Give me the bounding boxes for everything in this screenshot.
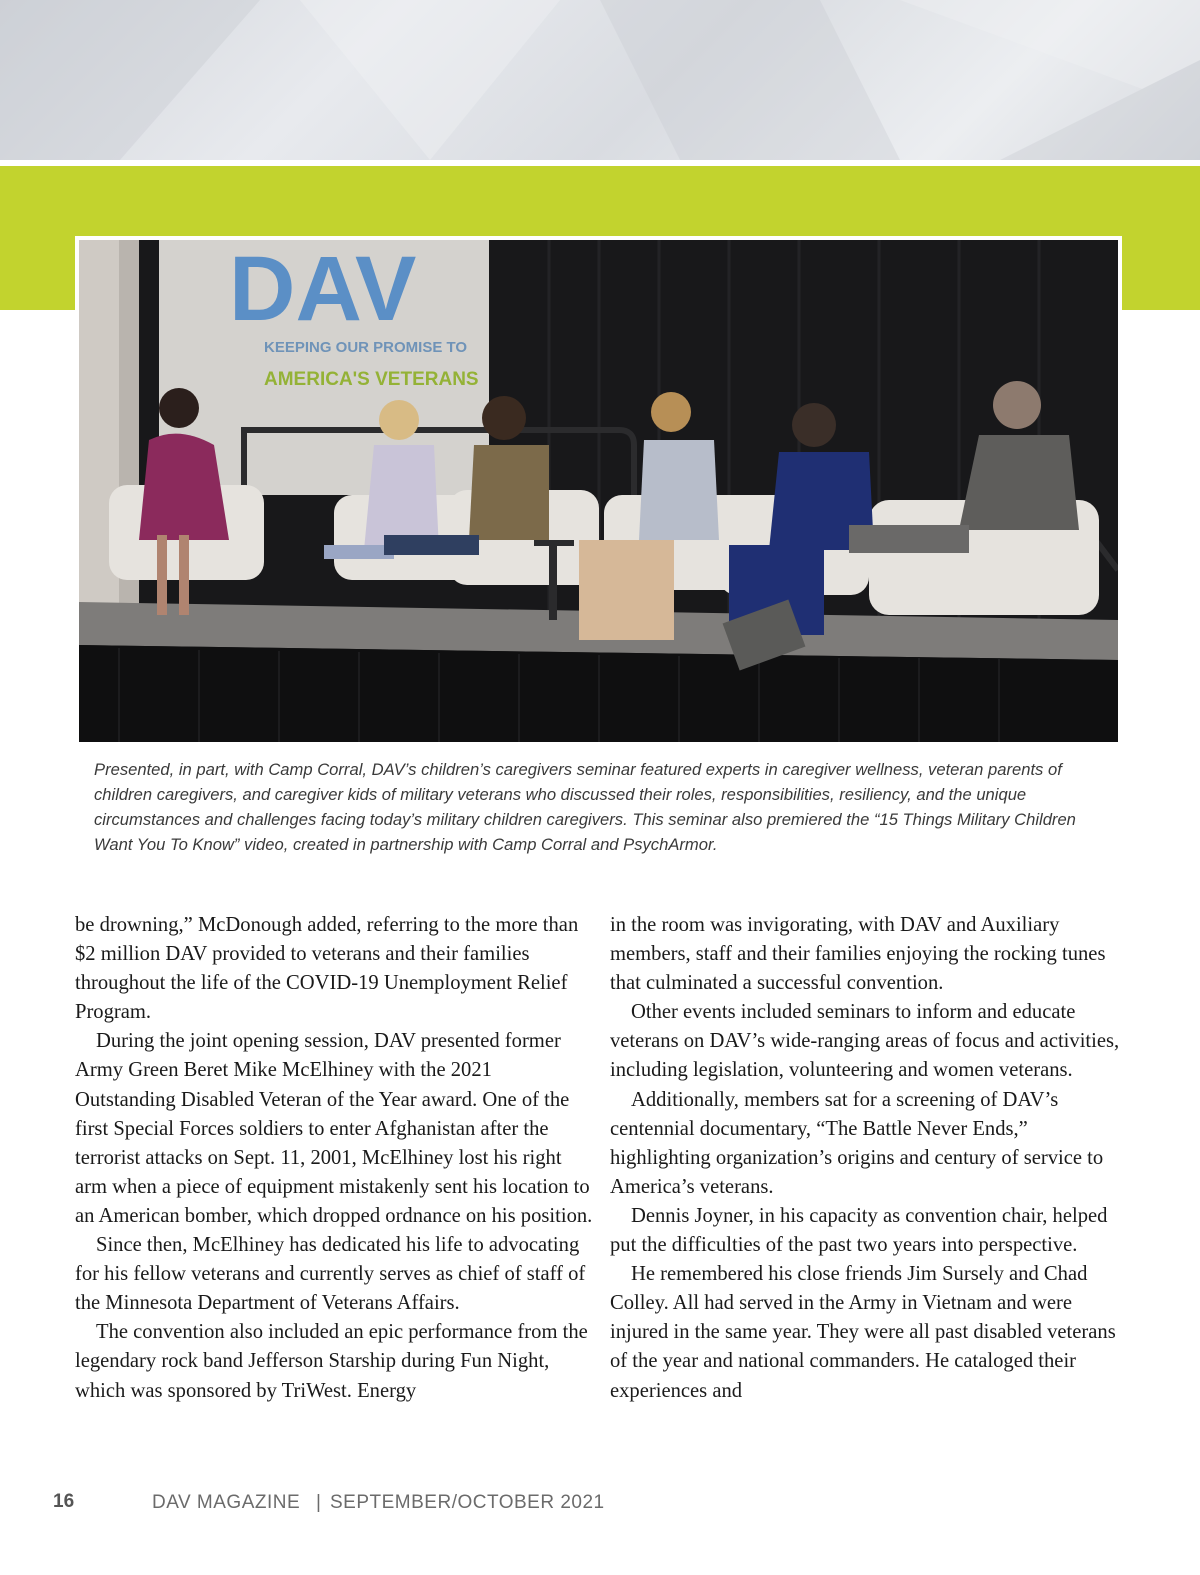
- photo-caption: Presented, in part, with Camp Corral, DAV’s children’s caregivers seminar featured experts in caregiver wellness, veteran parents of children caregivers, and caregiver kids of military veterans who discussed their roles, responsibilities, resiliency, and the unique circumstances and challenges facing today’s military children caregivers. This seminar also premiered the “15 Things Military Children Want You To Know” video, created in partnership with Camp Corral and PsychArmor.: [94, 760, 1076, 854]
- decorative-facets: [0, 0, 1200, 160]
- footer-separator: |: [316, 1492, 321, 1513]
- article-paragraph: in the room was invigorating, with DAV and Auxiliary members, staff and their families enjoying the rocking tunes that culminated a successful convention.: [610, 914, 1106, 995]
- screen-tagline-top: KEEPING OUR PROMISE TO: [264, 339, 468, 356]
- article-paragraph: During the joint opening session, DAV presented former Army Green Beret Mike McElhiney with the 2021 Outstanding Disabled Veteran of the Year award. One of the first Special Forces soldiers to enter Afghanistan after the terrorist attacks on Sept. 11, 2001, McElhiney lost his right arm when a piece of equipment mistakenly sent his location to an American bomber, which dropped ordnance on his position.: [75, 1030, 593, 1227]
- article-paragraph: He remembered his close friends Jim Sursely and Chad Colley. All had served in the Army in Vietnam and were injured in the same year. They were all past disabled veterans of the year and national commanders. He cataloged their experiences and: [610, 1263, 1116, 1402]
- article-paragraph: Since then, McElhiney has dedicated his life to advocating for his fellow veterans and currently serves as chief of staff of the Minnesota Department of Veterans Affairs.: [75, 1234, 586, 1315]
- header-decorative-band: [0, 0, 1200, 160]
- seminar-photo-illustration: [79, 240, 1118, 742]
- article-paragraph: Other events included seminars to inform and educate veterans on DAV’s wide-ranging areas of focus and activities, including legislation, volunteering and women veterans.: [610, 1001, 1120, 1082]
- article-column-right: [610, 911, 1130, 1406]
- issue-date: SEPTEMBER/OCTOBER 2021: [330, 1492, 605, 1513]
- article-paragraph: be drowning,” McDonough added, referring to the more than $2 million DAV provided to veterans and their families throughout the life of the COVID-19 Unemployment Relief Program.: [75, 914, 579, 1024]
- page-number: 16: [53, 1491, 75, 1512]
- photo-frame: [75, 236, 1122, 746]
- page-footer: [0, 1490, 1200, 1520]
- magazine-name: DAV MAGAZINE: [152, 1492, 301, 1513]
- screen-logo: DAV: [229, 240, 417, 340]
- screen-tagline-bottom: AMERICA'S VETERANS: [264, 369, 479, 390]
- article-paragraph: Additionally, members sat for a screening of DAV’s centennial documentary, “The Battle Never Ends,” highlighting organization’s origins and century of service to America’s veterans.: [610, 1088, 1104, 1198]
- article-paragraph: The convention also included an epic performance from the legendary rock band Jefferson Starship during Fun Night, which was sponsored by TriWest. Energy: [75, 1321, 588, 1402]
- seminar-photo: [79, 240, 1118, 742]
- article-column-left: [75, 911, 595, 1406]
- article-paragraph: Dennis Joyner, in his capacity as convention chair, helped put the difficulties of the past two years into perspective.: [610, 1204, 1108, 1257]
